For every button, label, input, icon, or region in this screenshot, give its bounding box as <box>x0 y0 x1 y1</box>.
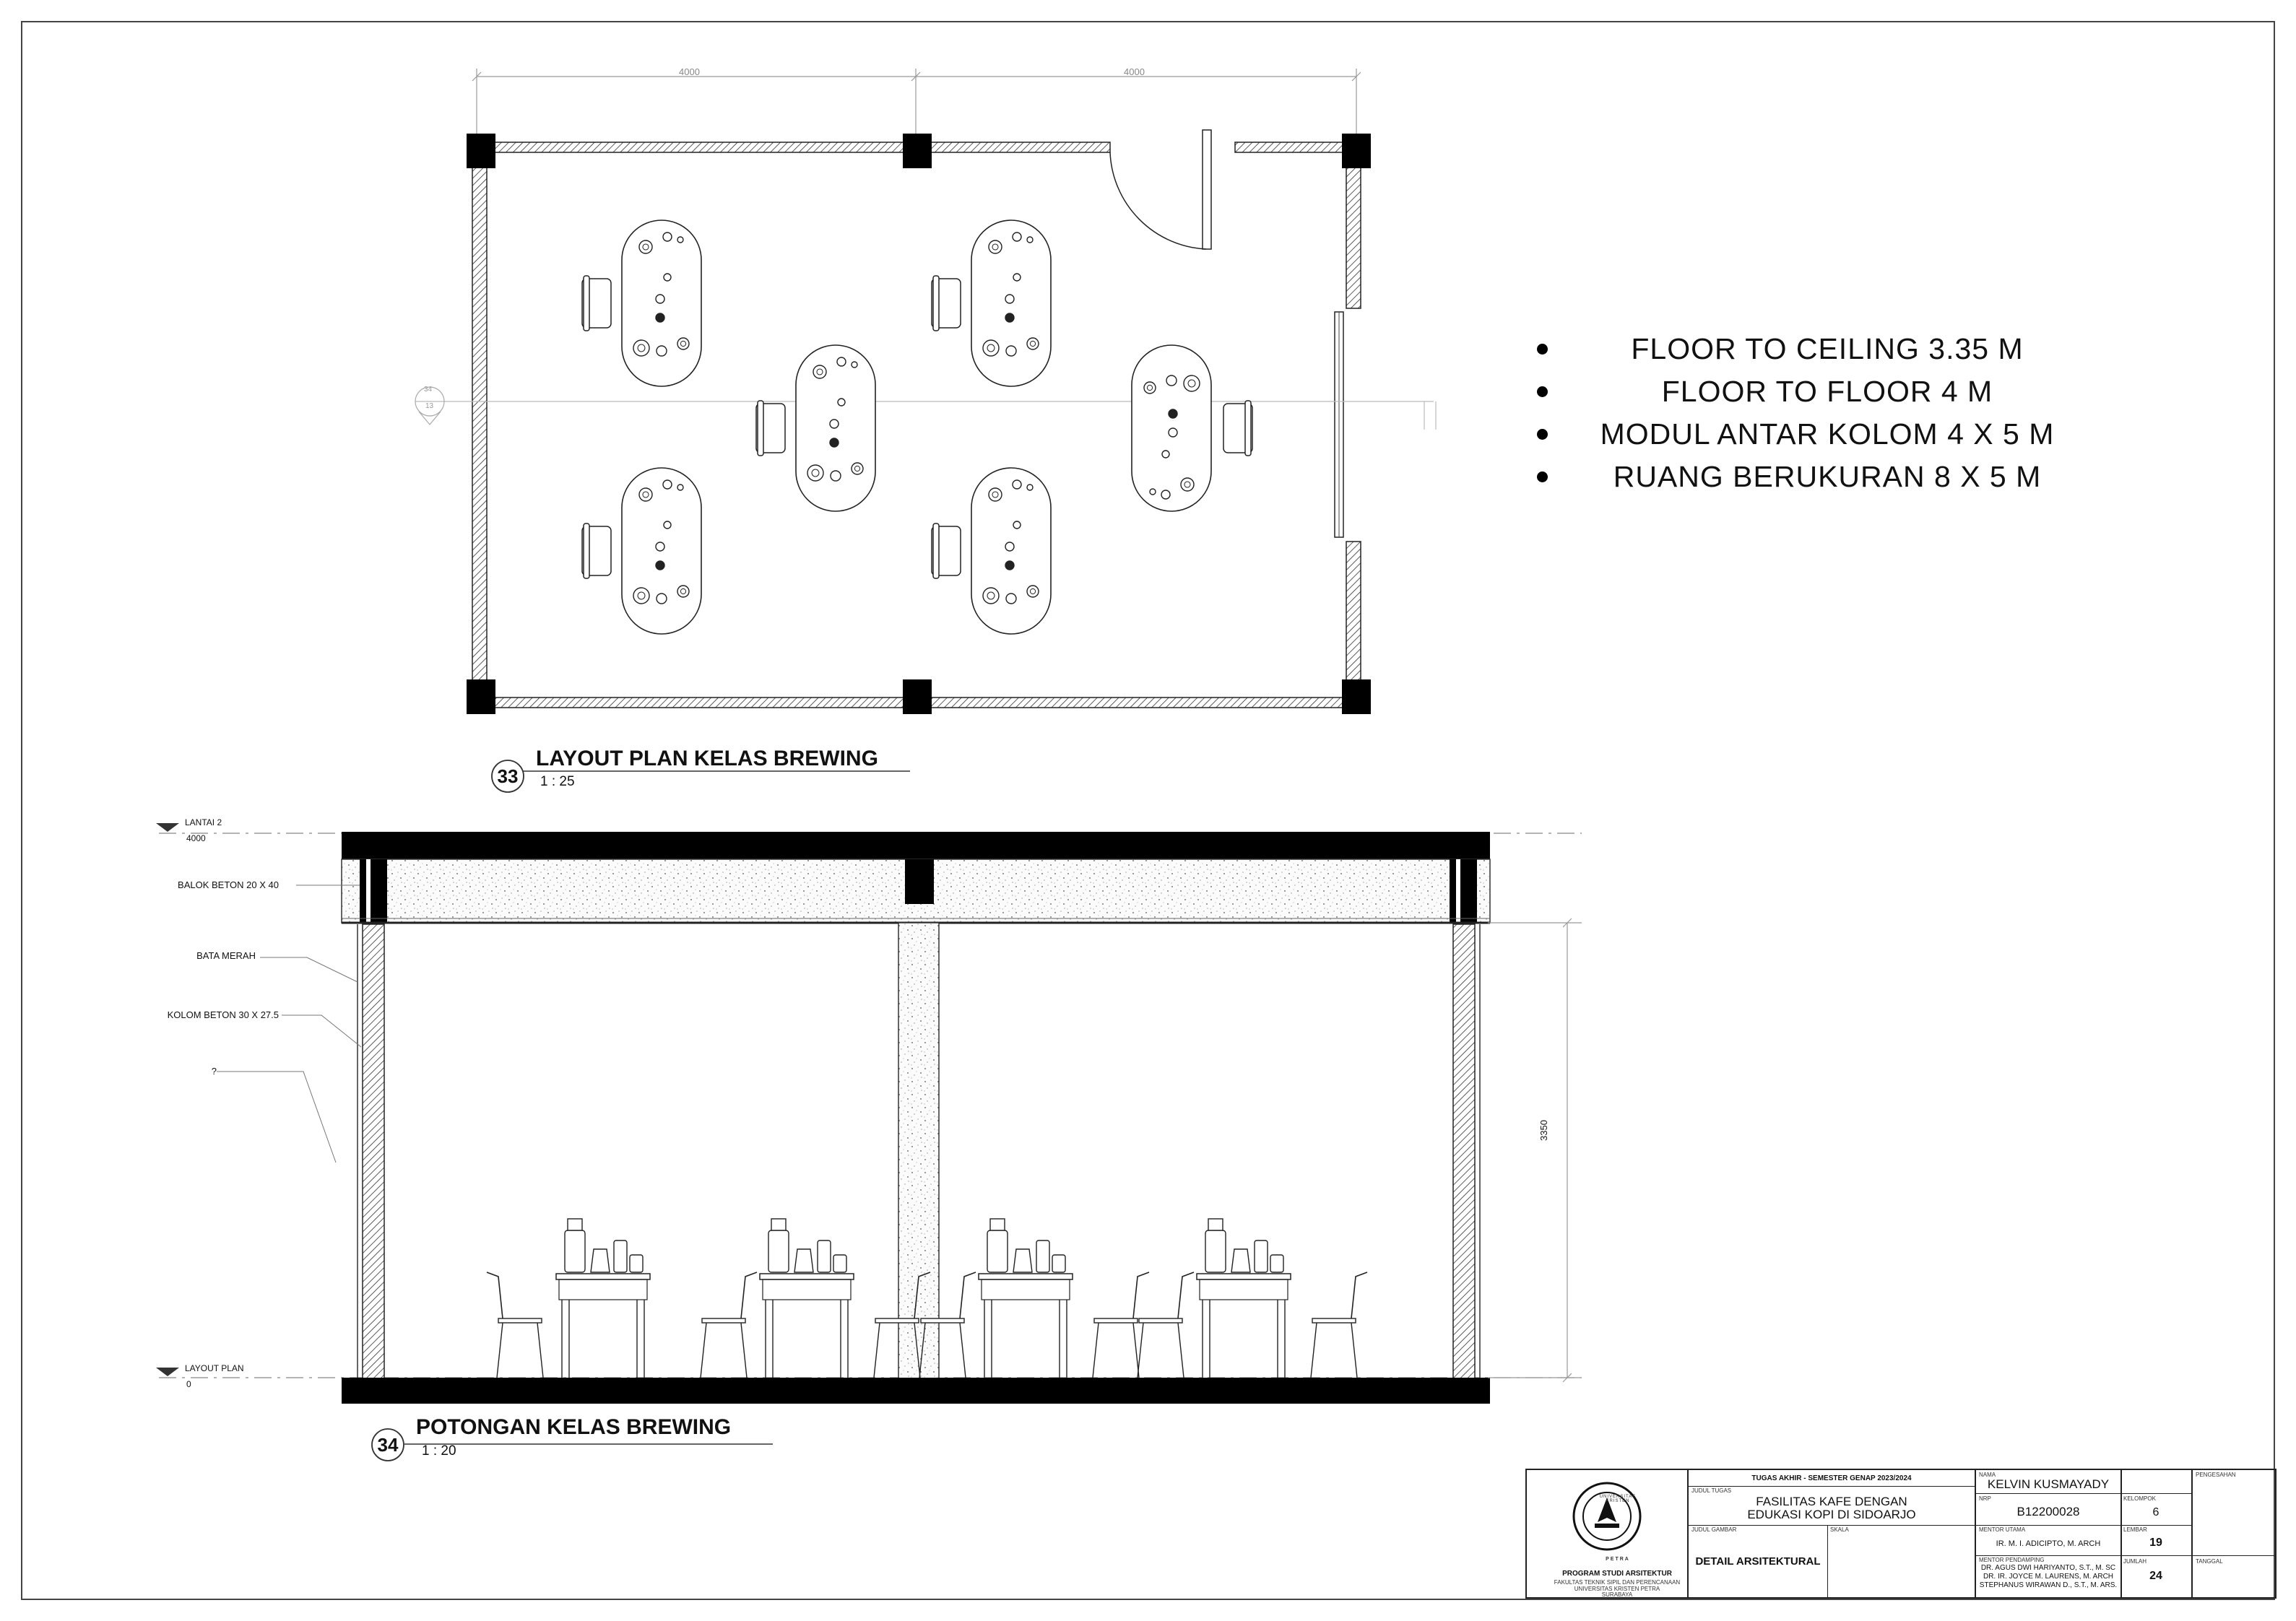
brew-tool-icon <box>983 340 999 356</box>
brew-tool-icon <box>1006 346 1016 356</box>
brew-tool-icon <box>983 588 999 604</box>
section-chair-icon <box>1138 1272 1194 1378</box>
plan-wall-right-upper <box>1346 164 1361 308</box>
tb-name: KELVIN KUSMAYADY <box>1987 1477 2110 1491</box>
brew-tool-icon <box>633 588 649 604</box>
plan-dimension-line <box>472 69 1361 137</box>
logo-ring-text: UNIVERSITAS KRISTEN <box>1599 1495 1637 1503</box>
tb-university: UNIVERSITAS KRISTEN PETRA <box>1574 1586 1660 1592</box>
logo-bottom-text: PETRA <box>1606 1557 1630 1562</box>
brew-tool-icon <box>657 594 667 604</box>
tb-header: TUGAS AKHIR - SEMESTER GENAP 2023/2024 <box>1751 1474 1912 1482</box>
brew-tool-icon <box>1013 480 1021 489</box>
section-marker-sheet: 13 <box>425 402 434 410</box>
plan-wall-bottom-right <box>931 697 1343 708</box>
brew-tool-icon <box>989 240 1002 253</box>
section-scale: 1 : 20 <box>422 1443 456 1459</box>
brew-tool-icon <box>813 365 826 378</box>
bullet-icon <box>1537 344 1548 355</box>
tb-faculty: FAKULTAS TEKNIK SIPIL DAN PERENCANAAN <box>1554 1579 1681 1586</box>
tb-jumlah: 24 <box>2149 1570 2162 1582</box>
coffee-equipment-icon <box>768 1219 846 1272</box>
level-marker-icon <box>156 823 179 832</box>
brew-tool-icon <box>1005 313 1014 322</box>
section-chair-icon <box>701 1272 757 1378</box>
section-column-middle <box>898 923 939 1379</box>
brew-tool-icon <box>639 488 652 501</box>
brew-tool-icon <box>633 340 649 356</box>
plan-column <box>1342 679 1371 714</box>
tb-cap-lembar: LEMBAR <box>2123 1526 2147 1533</box>
brew-tool-icon <box>657 346 667 356</box>
section-chair-icon <box>1093 1272 1149 1378</box>
sheet-border <box>22 22 2274 1599</box>
brew-tool-icon <box>1166 375 1177 386</box>
plan-title: LAYOUT PLAN KELAS BREWING <box>536 747 878 770</box>
section-height-dimension <box>1488 918 1582 1382</box>
brew-tool-icon <box>1161 490 1170 499</box>
tb-nrp: B12200028 <box>2016 1505 2080 1518</box>
brew-tool-icon <box>807 465 823 481</box>
plan-wall-top-left <box>481 142 904 152</box>
tb-mentor-utama: IR. M. I. ADICIPTO, M. ARCH <box>1996 1539 2101 1548</box>
coffee-equipment-icon <box>565 1219 643 1272</box>
brewing-table <box>1132 345 1252 511</box>
level-marker-icon <box>156 1368 179 1376</box>
section-leader-lines <box>217 885 361 1162</box>
section-drawing <box>156 823 1582 1404</box>
brewing-table <box>932 220 1051 386</box>
brew-tool-icon <box>663 232 672 241</box>
tb-cap-mentor-utama: MENTOR UTAMA <box>1979 1526 2026 1533</box>
tb-cap-tanggal: TANGGAL <box>2196 1558 2223 1565</box>
tb-cap-nrp: NRP <box>1979 1495 1991 1502</box>
label-kolom-beton: KOLOM BETON 30 X 27.5 <box>167 1009 279 1020</box>
plan-column <box>467 679 495 714</box>
plan-column <box>903 679 932 714</box>
section-table <box>487 1219 650 1378</box>
plan-wall-top-mid <box>931 142 1110 152</box>
tb-cap-skala: SKALA <box>1830 1526 1849 1533</box>
brew-tool-icon <box>1027 237 1033 243</box>
coffee-equipment-icon <box>987 1219 1065 1272</box>
chair-icon <box>582 523 611 578</box>
bullet-icon <box>1537 386 1548 397</box>
level-name-bottom: LAYOUT PLAN <box>185 1363 244 1373</box>
tb-cap-jumlah: JUMLAH <box>2123 1558 2147 1565</box>
brew-tool-icon <box>1006 594 1016 604</box>
tb-cap-mentor-pendamping: MENTOR PENDAMPING <box>1979 1557 2045 1563</box>
brew-tool-icon <box>1169 428 1177 437</box>
brew-tool-icon <box>831 471 841 481</box>
brew-tool-icon <box>656 561 664 570</box>
brew-tool-icon <box>1150 489 1156 495</box>
chair-icon <box>1223 401 1252 456</box>
brewing-table <box>582 468 701 634</box>
plan-column <box>903 134 932 168</box>
section-marker-number: 34 <box>424 386 433 394</box>
brew-tool-icon <box>1013 521 1021 529</box>
brew-tool-icon <box>1013 232 1021 241</box>
brew-tool-icon <box>1144 382 1156 394</box>
plan-wall-right-lower <box>1346 542 1361 682</box>
tb-mentor-pendamping: DR. IR. JOYCE M. LAURENS, M. ARCH <box>1983 1573 2114 1581</box>
brew-tool-icon <box>664 274 671 281</box>
section-title: POTONGAN KELAS BREWING <box>416 1415 732 1439</box>
brew-tool-icon <box>639 240 652 253</box>
brew-tool-icon <box>1169 409 1177 418</box>
brewing-table <box>756 345 875 511</box>
section-beam <box>360 859 387 923</box>
brew-tool-icon <box>1184 375 1200 391</box>
tb-project-line2: EDUKASI KOPI DI SIDOARJO <box>1747 1508 1916 1521</box>
brew-tool-icon <box>989 488 1002 501</box>
brew-tool-icon <box>656 313 664 322</box>
section-chair-icon <box>487 1272 543 1378</box>
tb-project-line1: FASILITAS KAFE DENGAN <box>1756 1495 1907 1508</box>
brew-tool-icon <box>677 484 683 490</box>
section-beam <box>1450 859 1477 923</box>
level-value-bottom: 0 <box>186 1379 191 1389</box>
section-table <box>1138 1219 1367 1378</box>
plan-wall-bottom-left <box>481 697 904 708</box>
design-note: RUANG BERUKURAN 8 X 5 M <box>1509 460 2102 503</box>
plan-dimension-label: 4000 <box>1124 66 1145 77</box>
plan-column <box>467 134 495 168</box>
plan-door <box>1110 130 1211 249</box>
brew-tool-icon <box>677 338 689 349</box>
brew-tool-icon <box>830 438 839 447</box>
brew-tool-icon <box>1013 274 1021 281</box>
tb-drawing-title: DETAIL ARSITEKTURAL <box>1695 1555 1821 1568</box>
brew-tool-icon <box>677 237 683 243</box>
brew-tool-icon <box>1027 586 1039 597</box>
tb-city: SURABAYA <box>1601 1591 1633 1598</box>
section-height-value: 3350 <box>1538 1120 1549 1141</box>
brew-tool-icon <box>664 521 671 529</box>
plan-dimension-label: 4000 <box>679 66 700 77</box>
title-block <box>1525 1469 2276 1599</box>
section-table <box>701 1219 930 1378</box>
brew-tool-icon <box>1005 561 1014 570</box>
brew-tool-icon <box>1162 451 1169 458</box>
tb-cap-judul-gambar: JUDUL GAMBAR <box>1691 1526 1737 1533</box>
brew-tool-icon <box>830 420 839 428</box>
label-unknown: ? <box>211 1066 217 1077</box>
tb-cap-judul-tugas: JUDUL TUGAS <box>1691 1487 1732 1494</box>
section-chair-icon <box>1311 1272 1367 1378</box>
design-note: MODUL ANTAR KOLOM 4 X 5 M <box>1509 417 2102 460</box>
plan-furniture <box>582 220 1252 634</box>
brew-tool-icon <box>677 586 689 597</box>
tb-cap-pengesahan: PENGESAHAN <box>2196 1472 2236 1478</box>
level-value-top: 4000 <box>186 833 206 843</box>
level-name-top: LANTAI 2 <box>185 817 222 827</box>
design-note: FLOOR TO CEILING 3.35 M <box>1509 332 2102 375</box>
plan-column <box>1342 134 1371 168</box>
tb-cap-nama: NAMA <box>1979 1472 1996 1478</box>
bullet-icon <box>1537 471 1548 482</box>
chair-icon <box>582 276 611 331</box>
plan-scale: 1 : 25 <box>540 774 575 789</box>
tb-mentor-pendamping: DR. AGUS DWI HARIYANTO, S.T., M. SC <box>1980 1564 2116 1572</box>
chair-icon <box>932 276 961 331</box>
section-wall-right <box>1453 924 1475 1379</box>
bullet-icon <box>1537 429 1548 440</box>
brew-tool-icon <box>837 357 846 366</box>
brew-tool-icon <box>1181 478 1194 491</box>
section-beam <box>905 859 934 904</box>
design-notes-list <box>1509 332 2102 503</box>
brewing-table <box>932 468 1051 634</box>
tb-cap-kelompok: KELOMPOK <box>2123 1495 2156 1502</box>
chair-icon <box>932 523 961 578</box>
section-roof-slab <box>342 832 1490 859</box>
brew-tool-icon <box>656 542 664 551</box>
brew-tool-icon <box>852 362 857 368</box>
label-balok-beton: BALOK BETON 20 X 40 <box>178 879 279 890</box>
chair-icon <box>756 401 785 456</box>
brew-tool-icon <box>1005 542 1014 551</box>
section-wall-left <box>363 924 384 1379</box>
layout-plan <box>415 69 1436 714</box>
plan-wall-top-right <box>1235 142 1343 152</box>
brew-tool-icon <box>1027 484 1033 490</box>
brew-tool-icon <box>663 480 672 489</box>
section-table <box>919 1219 1149 1378</box>
brewing-table <box>582 220 701 386</box>
tb-kelompok: 6 <box>2152 1506 2159 1518</box>
brew-tool-icon <box>1027 338 1039 349</box>
tb-lembar: 19 <box>2149 1537 2162 1549</box>
section-number: 34 <box>377 1434 399 1456</box>
brew-tool-icon <box>1005 295 1014 303</box>
brew-tool-icon <box>852 463 863 474</box>
plan-number: 33 <box>497 765 519 787</box>
brew-tool-icon <box>838 399 845 406</box>
design-note: FLOOR TO FLOOR 4 M <box>1509 375 2102 417</box>
coffee-equipment-icon <box>1205 1219 1283 1272</box>
brew-tool-icon <box>656 295 664 303</box>
section-floor-slab <box>342 1378 1490 1404</box>
tb-program: PROGRAM STUDI ARSITEKTUR <box>1562 1570 1672 1578</box>
label-bata-merah: BATA MERAH <box>196 950 256 961</box>
plan-wall-left <box>472 164 487 682</box>
tb-mentor-pendamping: STEPHANUS WIRAWAN D., S.T., M. ARS. <box>1979 1581 2118 1589</box>
